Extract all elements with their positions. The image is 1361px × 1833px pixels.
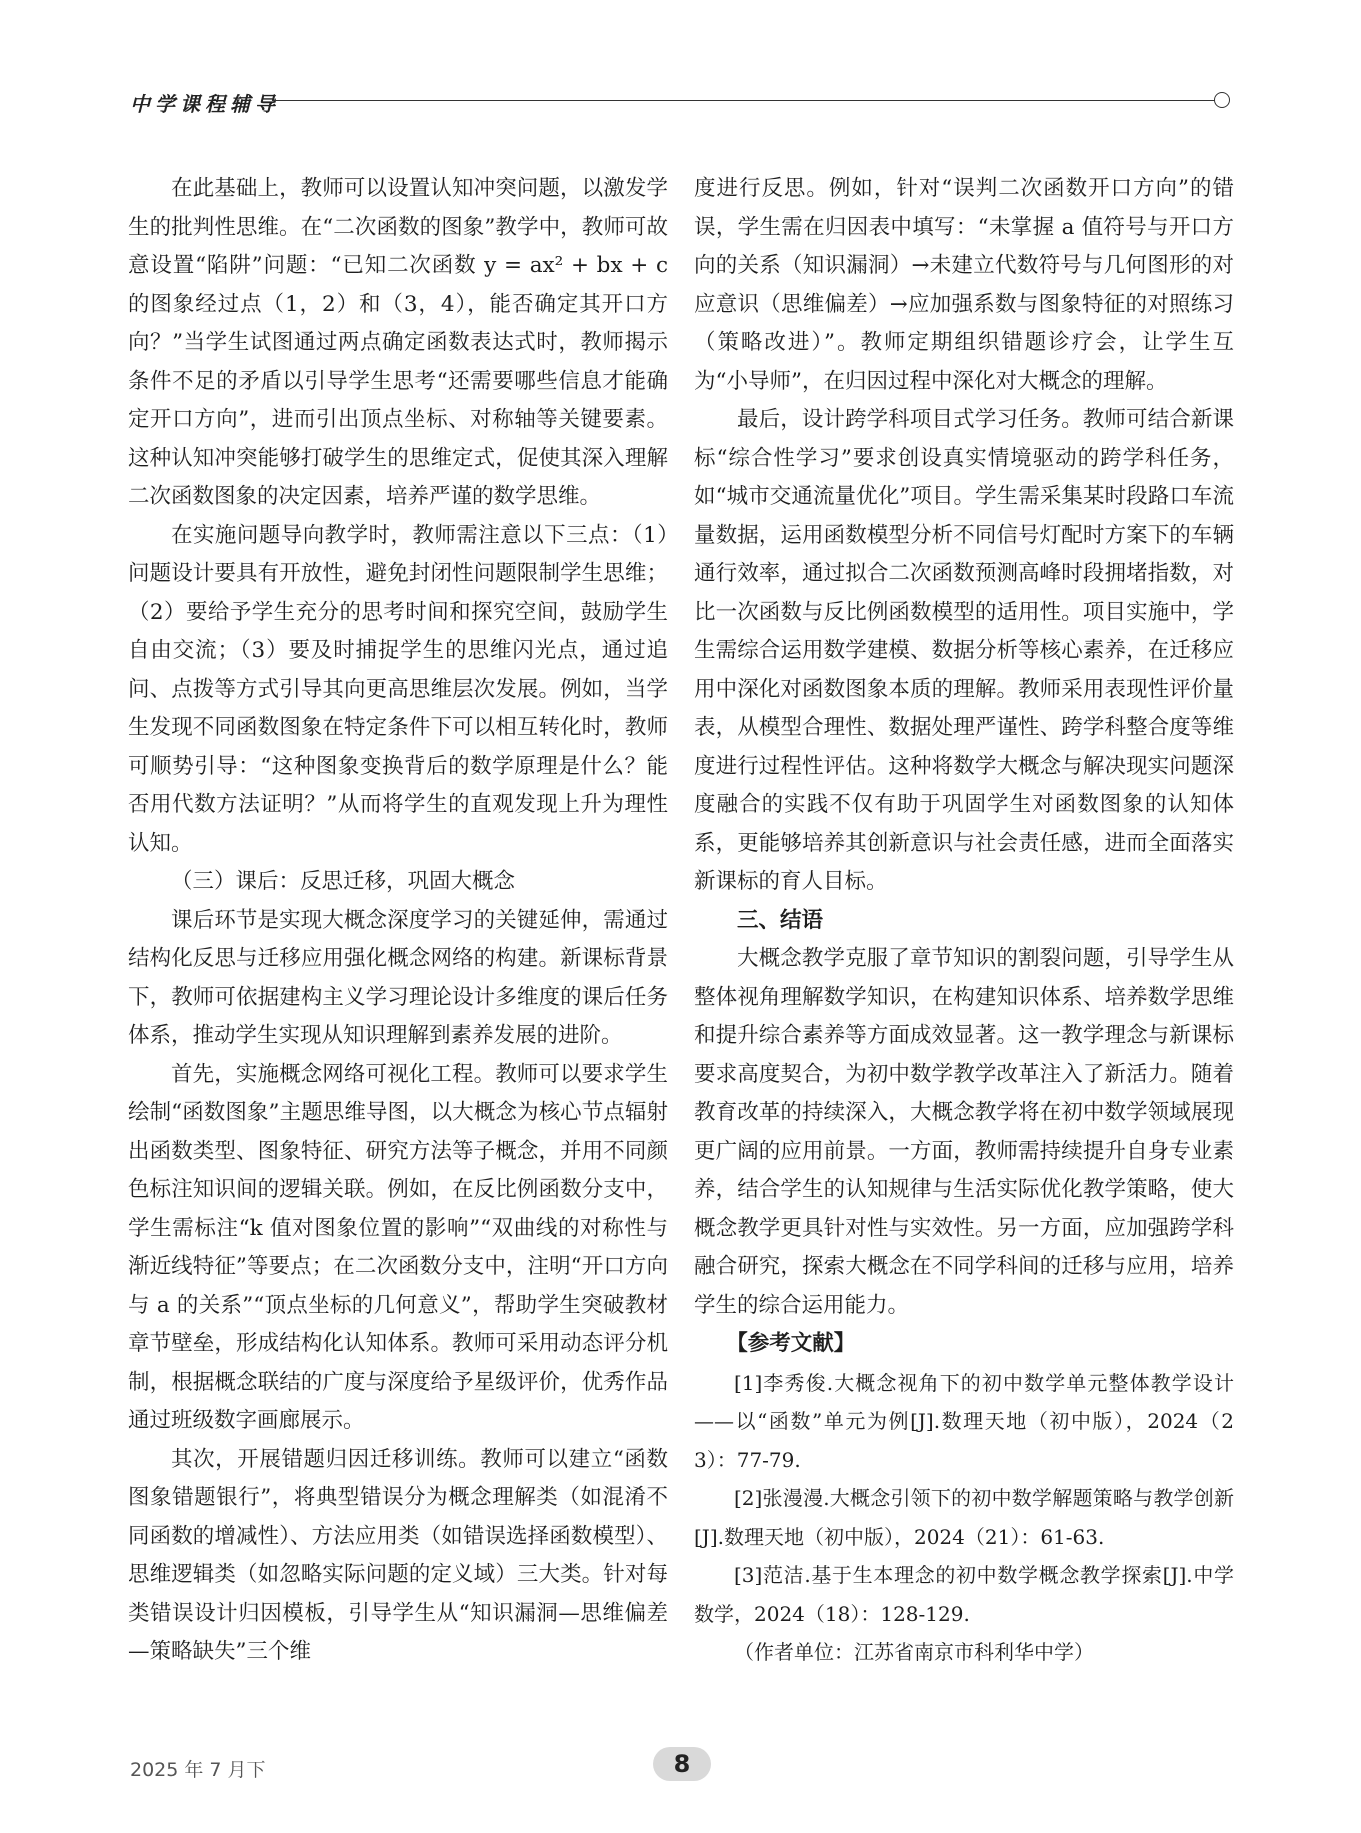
reference-1: [1]李秀俊.大概念视角下的初中数学单元整体教学设计——以“函数”单元为例[J].数理天地（初中版），2024（23）：77-79. <box>694 1370 1234 1472</box>
paragraph-error-attribution: 其次，开展错题归因迁移训练。教师可以建立“函数图象错题银行”，将典型错误分为概念理解类（如混淆不同函数的增减性）、方法应用类（如错误选择函数模型）、思维逻辑类（如忽略实际问题的定义域）三大类。针对每类错误设计归因模板，引导学生从“知识漏洞—思维偏差—策略缺失”三个维 <box>128 1446 668 1664</box>
author-unit: （作者单位：江苏省南京市科利华中学） <box>734 1640 1094 1664</box>
paragraph-reflection-continued: 度进行反思。例如，针对“误判二次函数开口方向”的错误，学生需在归因表中填写：“未掌握 a 值符号与开口方向的关系（知识漏洞）→未建立代数符号与几何图形的对应意识（思维偏差）→应加强系数与图象特征的对照练习（策略改进）”。教师定期组织错题诊疗会，让学生互为“小导师”，在归因过程中深化对大概念的理解。 <box>694 176 1234 394</box>
paragraph-three-points: 在实施问题导向教学时，教师需注意以下三点：（1）问题设计要具有开放性，避免封闭性问题限制学生思维；（2）要给予学生充分的思考时间和探究空间，鼓励学生自由交流；（3）要及时捕捉学生的思维闪光点，通过追问、点拨等方式引导其向更高思维层次发展。例如，当学生发现不同函数图象在特定条件下可以相互转化时，教师可顺势引导：“这种图象变换背后的数学原理是什么？能否用代数方法证明？”从而将学生的直观发现上升为理性认知。 <box>128 522 668 856</box>
left-column <box>128 170 668 1672</box>
paragraph-concept-network: 首先，实施概念网络可视化工程。教师可以要求学生绘制“函数图象”主题思维导图，以大概念为核心节点辐射出函数类型、图象特征、研究方法等子概念，并用不同颜色标注知识间的逻辑关联。例如，在反比例函数分支中，学生需标注“k 值对图象位置的影响”“双曲线的对称性与渐近线特征”等要点；在二次函数分支中，注明“开口方向与 a 的关系”“顶点坐标的几何意义”，帮助学生突破教材章节壁垒，形成结构化认知体系。教师可采用动态评分机制，根据概念联结的广度与深度给予星级评价，优秀作品通过班级数字画廊展示。 <box>128 1061 668 1433</box>
paragraph-conclusion: 大概念教学克服了章节知识的割裂问题，引导学生从整体视角理解数学知识，在构建知识体系、培养数学思维和提升综合素养等方面成效显著。这一教学理念与新课标要求高度契合，为初中数学教学改革注入了新活力。随着教育改革的持续深入，大概念教学将在初中数学领域展现更广阔的应用前景。一方面，教师需持续提升自身专业素养，结合学生的认知规律与生活实际优化教学策略，使大概念教学更具针对性与实效性。另一方面，应加强跨学科融合研究，探索大概念在不同学科间的迁移与应用，培养学生的综合运用能力。 <box>694 946 1234 1318</box>
paragraph-cognitive-conflict: 在此基础上，教师可以设置认知冲突问题，以激发学生的批判性思维。在“二次函数的图象”教学中，教师可故意设置“陷阱”问题：“已知二次函数 y = ax² + bx + c 的图象经过点（1，2）和（3，4），能否确定其开口方向？”当学生试图通过两点确定函数表达式时，教师揭示条件不足的矛盾以引导学生思考“还需要哪些信息才能确定开口方向”，进而引出顶点坐标、对称轴等关键要素。这种认知冲突能够打破学生的思维定式，促使其深入理解二次函数图象的决定因素，培养严谨的数学思维。 <box>128 176 668 509</box>
references-heading: 【参考文献】 <box>726 1331 856 1356</box>
section-heading-conclusion: 三、结语 <box>737 907 824 933</box>
paragraph-after-class-intro: 课后环节是实现大概念深度学习的关键延伸，需通过结构化反思与迁移应用强化概念网络的构建。新课标背景下，教师可依据建构主义学习理论设计多维度的课后任务体系，推动学生实现从知识理解到素养发展的进阶。 <box>128 907 668 1048</box>
paragraph-interdisciplinary-project: 最后，设计跨学科项目式学习任务。教师可结合新课标“综合性学习”要求创设真实情境驱动的跨学科任务，如“城市交通流量优化”项目。学生需采集某时段路口车流量数据，运用函数模型分析不同信号灯配时方案下的车辆通行效率，通过拟合二次函数预测高峰时段拥堵指数，对比一次函数与反比例函数模型的适用性。项目实施中，学生需综合运用数学建模、数据分析等核心素养，在迁移应用中深化对函数图象本质的理解。教师采用表现性评价量表，从模型合理性、数据处理严谨性、跨学科整合度等维度进行过程性评估。这种将数学大概念与解决现实问题深度融合的实践不仅有助于巩固学生对函数图象的认知体系，更能够培养其创新意识与社会责任感，进而全面落实新课标的育人目标。 <box>694 407 1234 894</box>
page-number-badge: 8 <box>653 1747 711 1781</box>
journal-name: 中学课程辅导 <box>130 92 280 116</box>
right-column <box>694 170 1234 1672</box>
subsection-heading-after-class: （三）课后：反思迁移，巩固大概念 <box>171 869 516 894</box>
reference-3: [3]范洁.基于生本理念的初中数学概念教学探索[J].中学数学，2024（18）：128-129. <box>694 1563 1234 1626</box>
footer-date: 2025 年 7 月下 <box>130 1759 266 1781</box>
page-header <box>130 88 1240 118</box>
header-rule <box>272 100 1216 101</box>
reference-2: [2]张漫漫.大概念引领下的初中数学解题策略与教学创新[J].数理天地（初中版），2024（21）：61-63. <box>694 1486 1234 1549</box>
header-circle-ornament <box>1214 92 1230 108</box>
